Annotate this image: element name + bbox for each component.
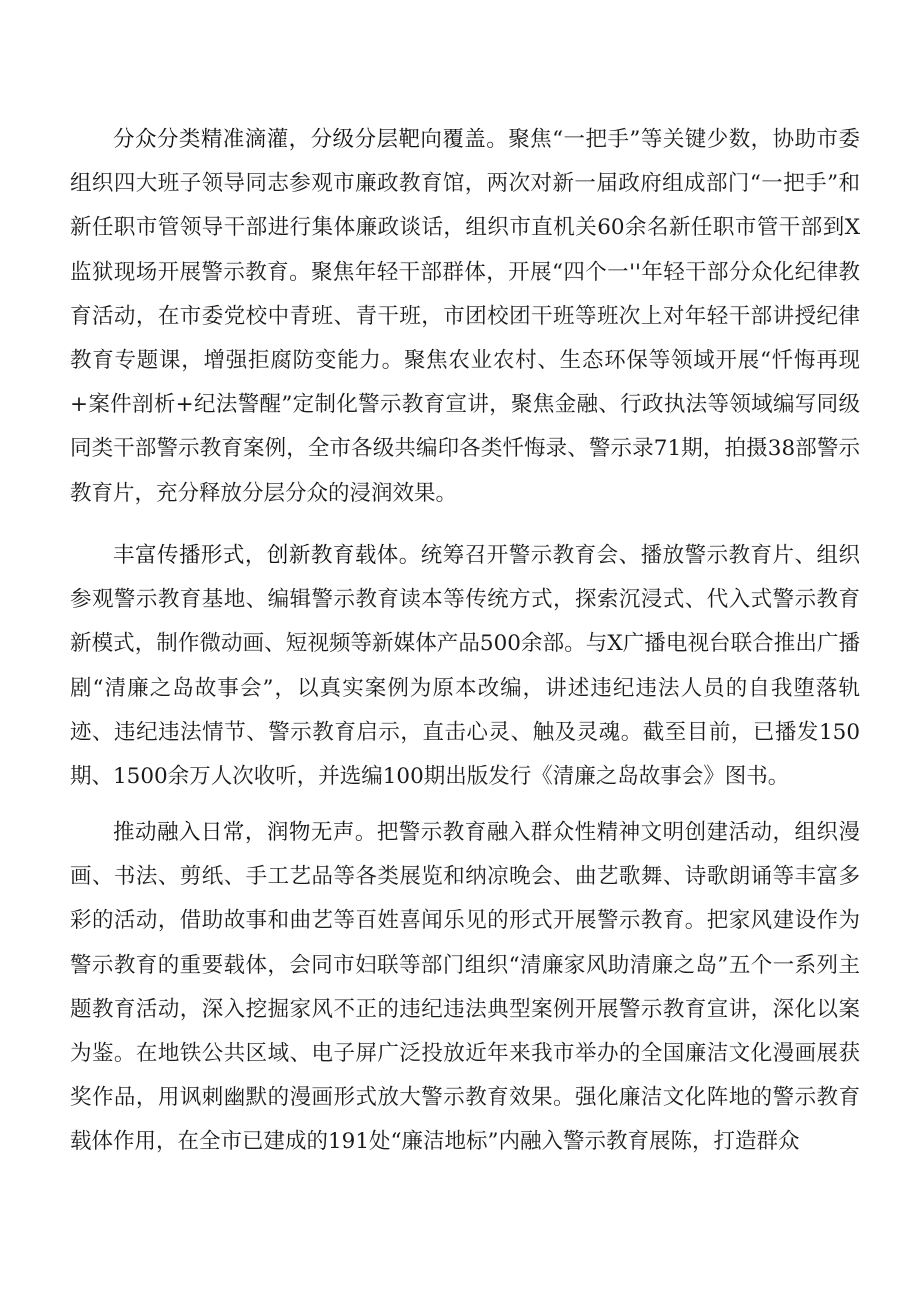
paragraph-body-text: 把警示教育融入群众性精神文明创建活动，组织漫画、书法、剪纸、手工艺品等各类展览和纳凉晚会、曲艺歌舞、诗歌朗诵等丰富多彩的活动，借助故事和曲艺等百姓喜闻乐见的形式开展警示教育。把家风建设作为警示教育的重要载体，会同市妇联等部门组织“清廉家风助清廉之岛”五个一系列主题教育活动，深入挖掘家风不正的违纪违法典型案例开展警示教育宣讲，深化以案为鉴。在地铁公共区域、电子屏广泛投放近年来我市举办的全国廉洁文化漫画展获奖作品，用讽刺幽默的漫画形式放大警示教育效果。强化廉洁文化阵地的警示教育载体作用，在全市已建成的191处“廉洁地标”内融入警示教育展陈，打造群众 — [70, 820, 860, 1155]
paragraph-body-text: 统筹召开警示教育会、播放警示教育片、组织参观警示教育基地、编辑警示教育读本等传统方式，探索沉浸式、代入式警示教育新模式，制作微动画、短视频等新媒体产品500余部。与X广播电视台联合推出广播剧“清廉之岛故事会”，以真实案例为原本改编，讲述违纪违法人员的自我堕落轨迹、违纪违法情节、警示教育启示，直击心灵、触及灵魂。截至目前，已播发150期、1500余万人次收听，并选编100期出版发行《清廉之岛故事会》图书。 — [70, 543, 860, 790]
paragraph-communication-forms — [70, 534, 860, 799]
paragraph-lead-heading: 推动融入日常，润物无声。 — [113, 820, 377, 845]
paragraph-tiered-education — [70, 118, 860, 516]
paragraph-body-text: 聚焦“一把手”等关键少数，协助市委组织四大班子领导同志参观市廉政教育馆，两次对新一届政府组成部门“一把手”和新任职市管领导干部进行集体廉政谈话，组织市直机关60余名新任职市管干部到X监狱现场开展警示教育。聚焦年轻干部群体，开展“四个一''年轻干部分众化纪律教育活动，在市委党校中青班、青干班，市团校团干班等班次上对年轻干部讲授纪律教育专题课，增强拒腐防变能力。聚焦农业农村、生态环保等领域开展“忏悔再现+案件剖析+纪法警醒”定制化警示教育宣讲，聚焦金融、行政执法等领域编写同级同类干部警示教育案例，全市各级共编印各类忏悔录、警示录71期，拍摄38部警示教育片，充分释放分层分众的浸润效果。 — [70, 127, 860, 506]
paragraph-lead-heading: 分众分类精准滴灌，分级分层靶向覆盖。 — [113, 127, 509, 152]
paragraph-daily-integration — [70, 811, 860, 1165]
paragraph-lead-heading: 丰富传播形式，创新教育载体。 — [113, 543, 421, 568]
